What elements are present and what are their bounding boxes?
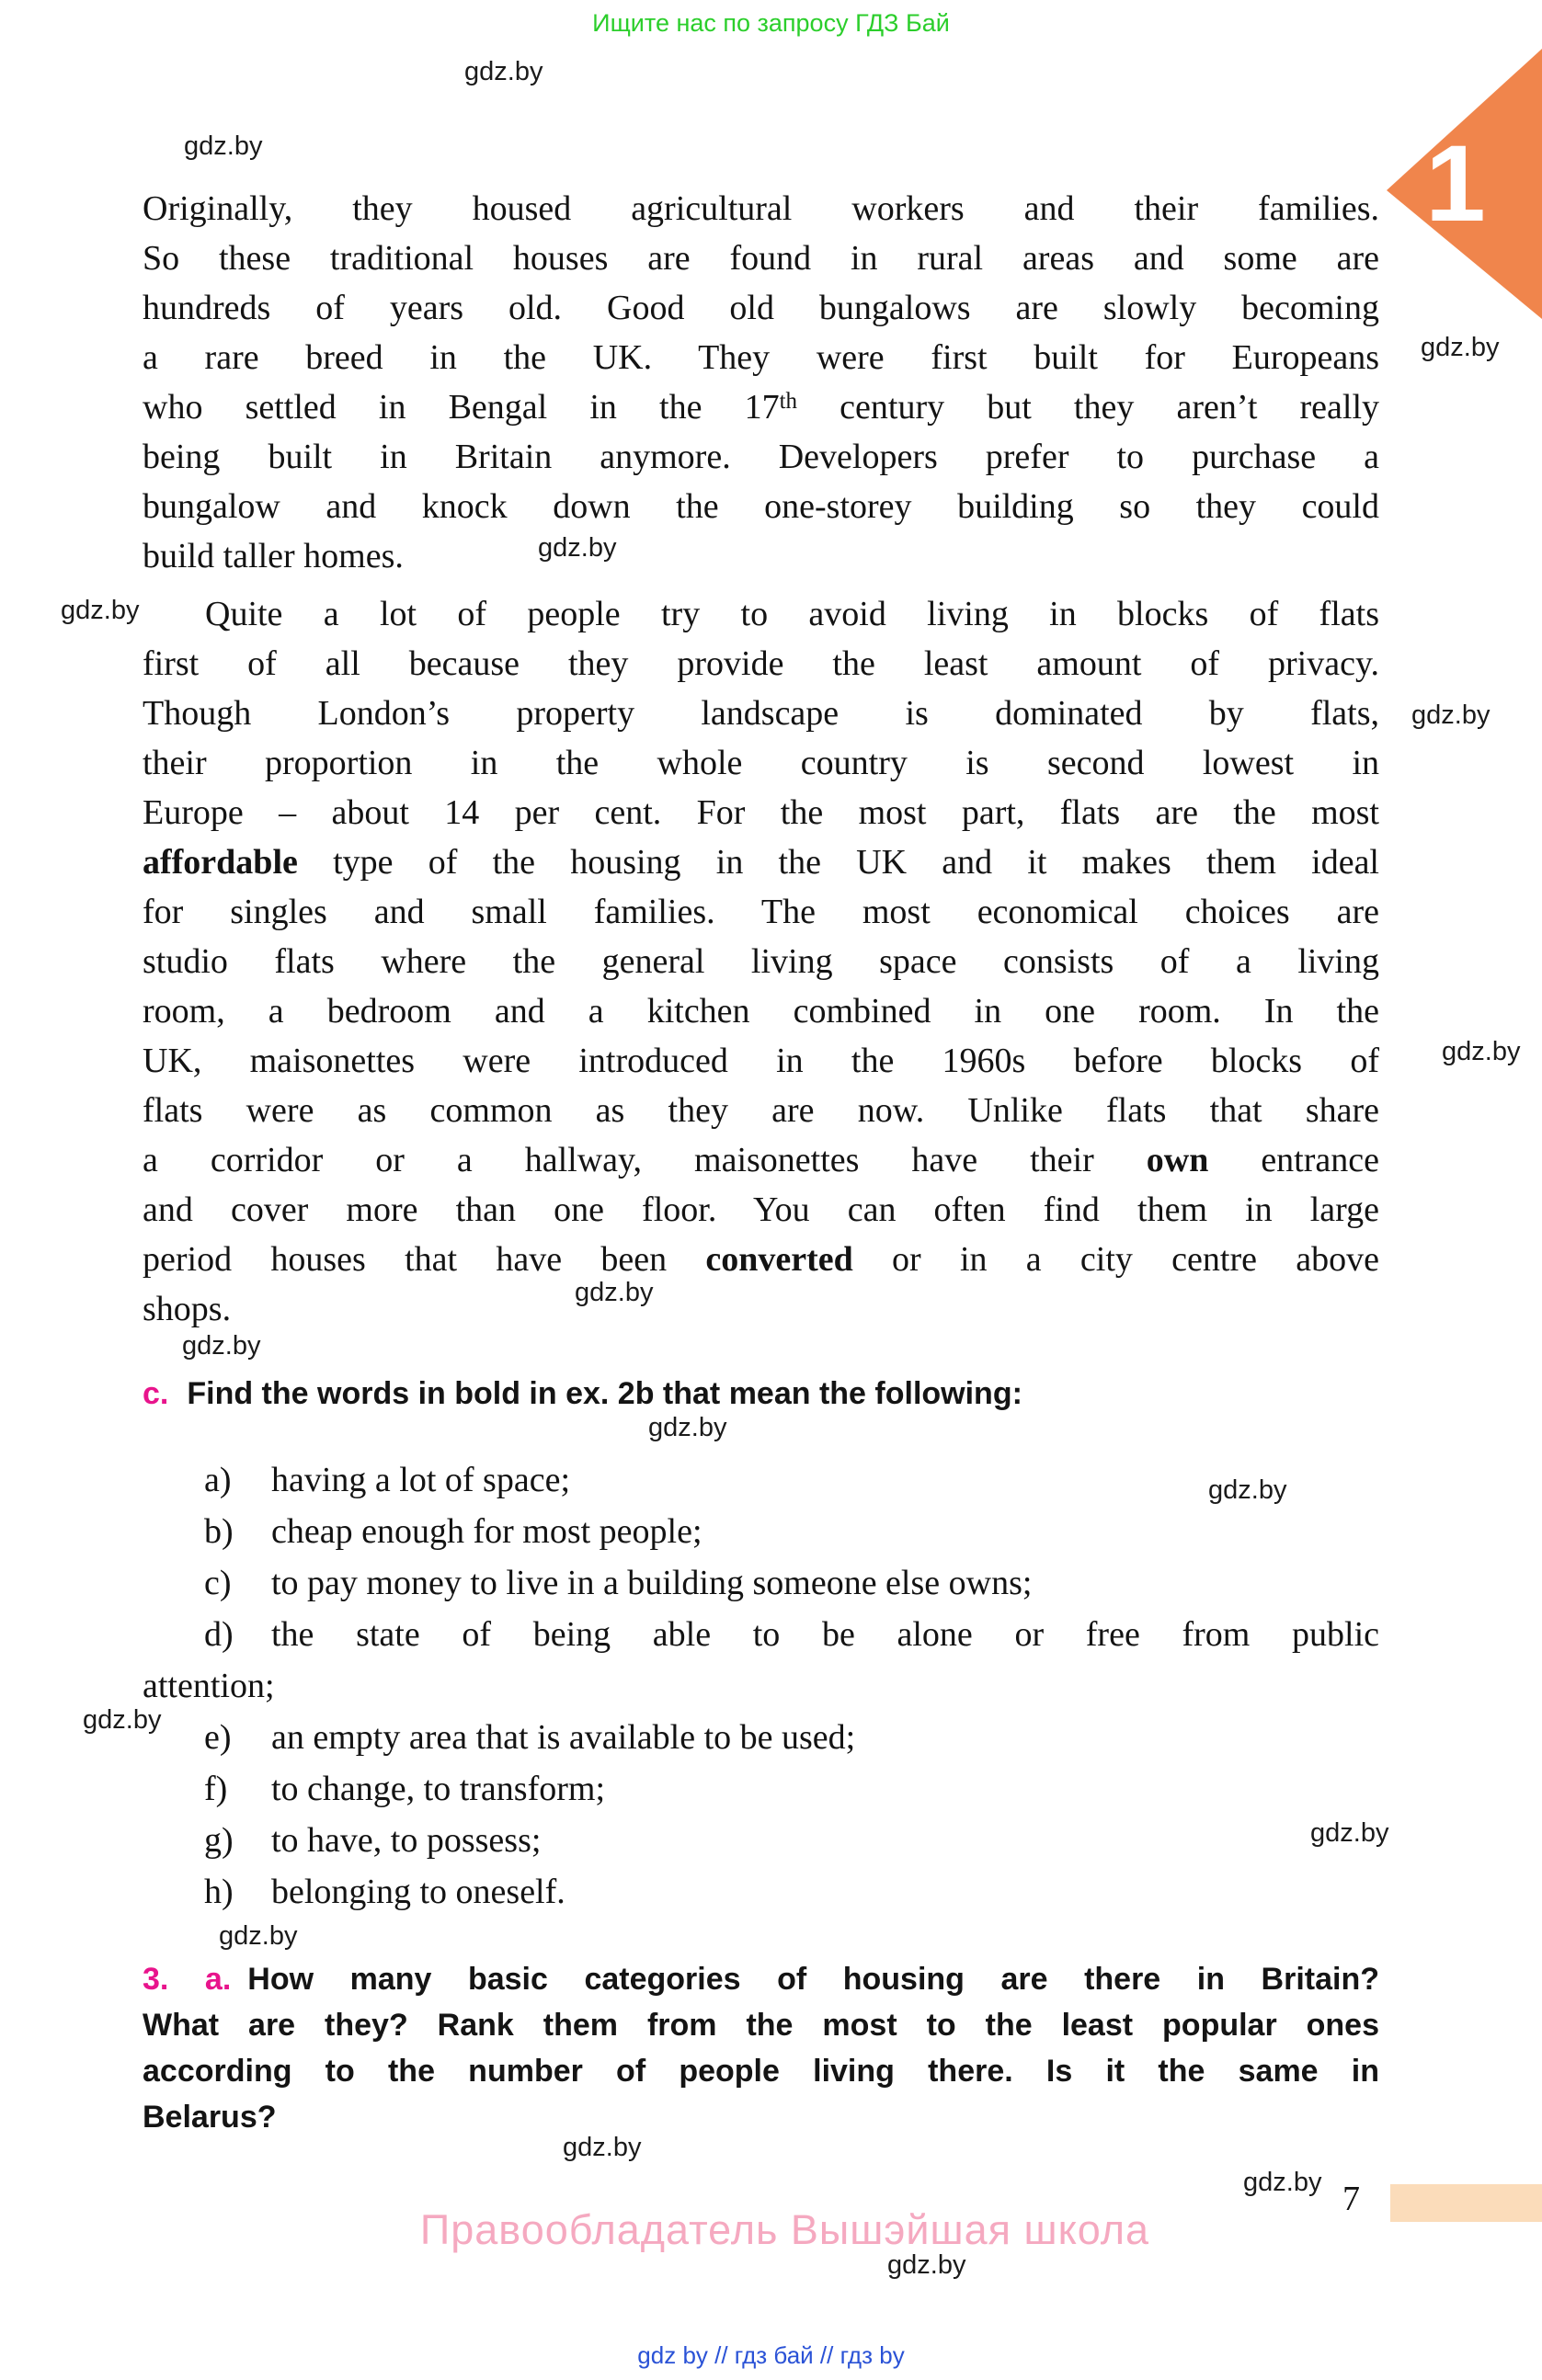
text-line: bungalow and knock down the one-storey building so they could bbox=[143, 487, 1379, 526]
text-line: room, a bedroom and a kitchen combined in one room. In the bbox=[143, 992, 1379, 1031]
gdz-watermark: gdz.by bbox=[83, 1705, 162, 1735]
item-text: to have, to possess; bbox=[271, 1821, 542, 1860]
gdz-watermark: gdz.by bbox=[1310, 1818, 1389, 1848]
item-label: g) bbox=[204, 1821, 234, 1860]
text-line: being built in Britain anymore. Developers prefer to purchase a bbox=[143, 438, 1379, 476]
text-line: first of all because they provide the least amount of privacy. bbox=[143, 644, 1379, 683]
unit-number: 1 bbox=[1425, 123, 1486, 245]
page-number: 7 bbox=[1342, 2180, 1360, 2218]
item-text: to pay money to live in a building someone else owns; bbox=[271, 1564, 1033, 1602]
bold-word-affordable: affordable bbox=[143, 843, 298, 882]
text-line: Quite a lot of people try to avoid living in blocks of flats bbox=[205, 595, 1379, 633]
text-line: affordable type of the housing in the UK and it makes them ideal bbox=[143, 843, 1379, 882]
item-text: belonging to oneself. bbox=[271, 1873, 565, 1911]
text-line: period houses that have been converted or in a city centre above bbox=[143, 1240, 1380, 1279]
text-line: flats were as common as they are now. Unlike flats that share bbox=[143, 1091, 1379, 1130]
text-line: shops. bbox=[143, 1290, 232, 1328]
list-item-d bbox=[143, 1609, 1379, 1660]
gdz-watermark: gdz.by bbox=[1442, 1037, 1521, 1066]
bold-word-own: own bbox=[1146, 1141, 1209, 1179]
item-text: having a lot of space; bbox=[271, 1461, 571, 1499]
footer-links[interactable]: gdz by // гдз бай // гдз by bbox=[637, 2341, 905, 2369]
section-3a-label: 3. a. bbox=[143, 1962, 232, 1997]
text-line: So these traditional houses are found in rural areas and some are bbox=[143, 239, 1379, 278]
item-label: e) bbox=[204, 1718, 232, 1757]
text-line: their proportion in the whole country is second lowest in bbox=[143, 744, 1379, 782]
item-text: an empty area that is available to be used; bbox=[271, 1718, 856, 1757]
item-label: f) bbox=[204, 1770, 228, 1808]
gdz-watermark: gdz.by bbox=[887, 2250, 966, 2280]
list-item-b bbox=[143, 1506, 1379, 1557]
item-label: a) bbox=[204, 1461, 232, 1499]
gdz-watermark: gdz.by bbox=[1411, 700, 1491, 730]
gdz-watermark: gdz.by bbox=[61, 596, 140, 625]
item-label: h) bbox=[204, 1873, 234, 1911]
text-line: a corridor or a hallway, maisonettes have their own entrance bbox=[143, 1141, 1379, 1179]
section-c-label: c. bbox=[143, 1376, 169, 1411]
superscript-ordinal: th bbox=[779, 389, 798, 414]
text-line: according to the number of people living there. Is it the same in bbox=[143, 2054, 1379, 2089]
text-line: and cover more than one floor. You can often find them in large bbox=[143, 1190, 1379, 1229]
gdz-watermark: gdz.by bbox=[563, 2133, 642, 2162]
list-item-e bbox=[143, 1712, 1379, 1763]
text-line: hundreds of years old. Good old bungalows are slowly becoming bbox=[143, 289, 1379, 327]
section-c-title: Find the words in bold in ex. 2b that mean the following: bbox=[187, 1376, 1022, 1411]
text-line: Belarus? bbox=[143, 2100, 277, 2135]
promo-banner: Ищите нас по запросу ГДЗ Бай bbox=[592, 9, 950, 37]
list-item-c bbox=[143, 1557, 1379, 1609]
list-item-h bbox=[143, 1866, 1379, 1918]
section-3a-heading bbox=[143, 1956, 1379, 2140]
text-line: 3. a. How many basic categories of housing are there in Britain? bbox=[143, 1962, 1379, 1997]
text-line: who settled in Bengal in the 17th century but they aren’t really bbox=[143, 388, 1380, 427]
text-line: Originally, they housed agricultural workers and their families. bbox=[143, 189, 1379, 228]
text-line: UK, maisonettes were introduced in the 1960s before blocks of bbox=[143, 1042, 1379, 1080]
gdz-watermark: gdz.by bbox=[1208, 1475, 1287, 1505]
gdz-watermark: gdz.by bbox=[538, 533, 617, 563]
body-paragraph-2 bbox=[143, 589, 1379, 1334]
body-paragraph-1 bbox=[143, 184, 1379, 581]
list-item-g bbox=[143, 1815, 1379, 1866]
gdz-watermark: gdz.by bbox=[1421, 333, 1500, 362]
item-text: to change, to transform; bbox=[271, 1770, 606, 1808]
text-line: What are they? Rank them from the most to the least popular ones bbox=[143, 2008, 1379, 2043]
text-line: a rare breed in the UK. They were first built for Europeans bbox=[143, 338, 1379, 377]
text-line: for singles and small families. The most economical choices are bbox=[143, 893, 1379, 931]
gdz-watermark: gdz.by bbox=[1243, 2168, 1322, 2197]
vocab-list bbox=[143, 1454, 1379, 1918]
gdz-watermark: gdz.by bbox=[182, 1331, 261, 1361]
gdz-watermark: gdz.by bbox=[648, 1413, 727, 1442]
bold-word-converted: converted bbox=[705, 1240, 853, 1279]
item-label: b) bbox=[204, 1512, 234, 1551]
text-line: Though London’s property landscape is dominated by flats, bbox=[143, 694, 1379, 733]
text-line: studio flats where the general living space consists of a living bbox=[143, 942, 1379, 981]
list-item-f bbox=[143, 1763, 1379, 1815]
text-line: Europe – about 14 per cent. For the most part, flats are the most bbox=[143, 793, 1379, 832]
text-line: build taller homes. bbox=[143, 537, 404, 575]
item-label: d) bbox=[204, 1615, 234, 1654]
gdz-watermark: gdz.by bbox=[464, 57, 543, 86]
list-item-d-continuation: attention; bbox=[143, 1667, 275, 1705]
gdz-watermark: gdz.by bbox=[575, 1278, 654, 1307]
section-c-heading bbox=[143, 1371, 1379, 1417]
gdz-watermark: gdz.by bbox=[219, 1921, 298, 1951]
item-text: the state of being able to be alone or free from public bbox=[271, 1615, 1379, 1654]
gdz-watermark: gdz.by bbox=[184, 131, 263, 161]
list-item-a bbox=[143, 1454, 1379, 1506]
publisher-footer: Правообладатель Вышэйшая школа bbox=[419, 2206, 1150, 2253]
item-text: cheap enough for most people; bbox=[271, 1512, 702, 1551]
item-label: c) bbox=[204, 1564, 232, 1602]
